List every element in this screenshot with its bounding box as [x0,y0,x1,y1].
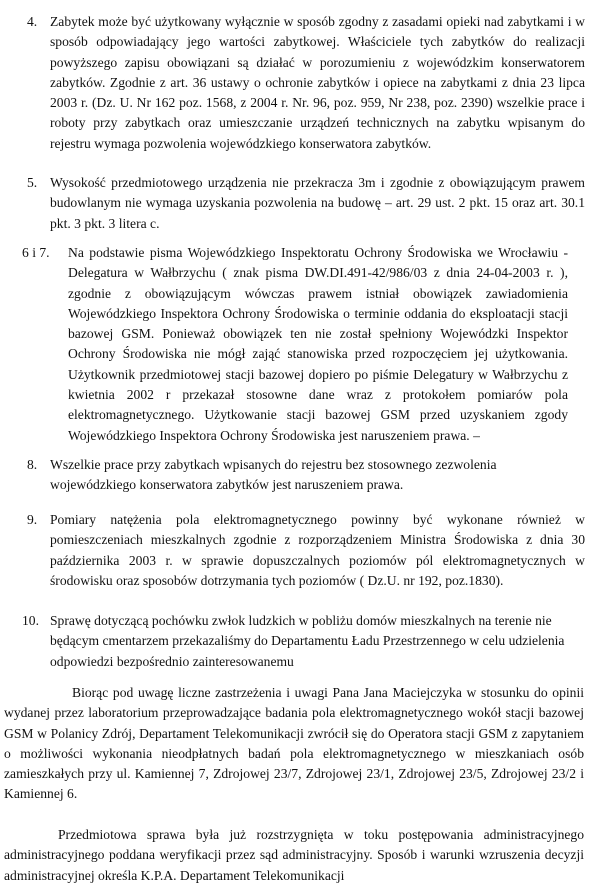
body-paragraph: Przedmiotowa sprawa była już rozstrzygnięta w toku postępowania administracyjnego administracyjnego poddana weryfikacji przez sąd administracyjny. Sposób i warunki wzruszenia decyzji administracyjnej określa K.P.A. Departament Telekomunikacji [4,827,584,883]
list-item-text: Zabytek może być użytkowany wyłącznie w sposób zgodny z zasadami opieki nad zabytkami i w sposób odpowiadający jego wartości zabytkowej. Właściciele tych zabytków do realizacji powyższego zapisu obowiązani są działać w porozumieniu z wojewódzkim konserwatorem zabytków. Zgodnie z art. 36 ustawy o ochronie zabytków i opiece na zabytkami z dnia 23 lipca 2003 r. (Dz. U. Nr 162 poz. 1568, z 2004 r. Nr. 96, poz. 959, Nr 238, poz. 2390) wszelkie prace i roboty przy zabytkach oraz umieszczanie urządzeń technicznych na zabytku wpisanym do rejestru wymaga pozwolenia wojewódzkiego konserwatora zabytków. [50,14,585,151]
list-item-text: Wszelkie prace przy zabytkach wpisanych do rejestru bez stosownego zezwolenia wojewódzkiego konserwatora zabytków jest naruszeniem prawa. [50,457,497,493]
list-item-number: 6 i 7. [22,245,50,260]
list-item-text: Wysokość przedmiotowego urządzenia nie przekracza 3m i zgodnie z obowiązującym prawem budowlanym nie wymaga uzyskania pozwolenia na budowę – art. 29 ust. 2 pkt. 15 oraz art. 30.1 pkt. 3 pkt. 3 litera c. [50,175,585,231]
list-item-text: Na podstawie pisma Wojewódzkiego Inspektoratu Ochrony Środowiska we Wrocławiu - Delegatura w Wałbrzychu ( znak pisma DW.DI.491-42/986/03 z dnia 24-04-2003 r. ), zgodnie z obowiązującym wówczas prawem istniał obowiązek zawiadomienia Wojewódzkiego Inspektora Ochrony Środowiska o terminie oddania do eksploatacji stacji bazowej GSM. Ponieważ obowiązek ten nie został spełniony Wojewódzki Inspektor Ochrony Środowiska nie mógł zająć stanowiska przed rozpoczęciem jej użytkowania. Użytkownik przedmiotowej stacji bazowej dopiero po piśmie Delegatury w Wałbrzychu z kwietnia 2002 r przekazał stosowne dane wraz z protokołem pomiarów pola elektromagnetycznego. Użytkowanie stacji bazowej GSM przed uzyskaniem zgody Wojewódzkiego Inspektora Ochrony Środowiska jest naruszeniem prawa. – [68,245,568,443]
list-item-text: Pomiary natężenia pola elektromagnetycznego powinny być wykonane również w pomieszczeniach mieszkalnych zgodnie z rozporządzeniem Ministra Środowiska z dnia 30 października 2003 r. w sprawie dopuszczalnych poziomów pól elektromagnetycznych w środowisku oraz sposobów dotrzymania tych poziomów ( Dz.U. nr 192, poz.1830). [50,512,585,588]
list-item-number: 10. [22,613,39,628]
list-item-number: 9. [27,512,38,527]
list-item-number: 8. [27,457,38,472]
list-item-number: 5. [27,175,38,190]
list-item-text: Sprawę dotyczącą pochówku zwłok ludzkich w pobliżu domów mieszkalnych na terenie nie będącym cmentarzem przekazaliśmy do Departamentu Ładu Przestrzennego w celu udzielenia odpowiedzi bezpośrednio zainteresowanemu [50,613,565,669]
list-item-number: 4. [27,14,38,29]
body-paragraph: Biorąc pod uwagę liczne zastrzeżenia i uwagi Pana Jana Maciejczyka w stosunku do opinii wydanej przez laboratorium przeprowadzające badania pola elektromagnetycznego wokół stacji bazowej GSM w Polanicy Zdrój, Departament Telekomunikacji zwrócił się do Operatora stacji GSM z zapytaniem o możliwości wykonania nieodpłatnych badań pola elektromagnetycznego w mieszkaniach osób zamieszkałych przy ul. Kamiennej 7, Zdrojowej 23/7, Zdrojowej 23/1, Zdrojowej 23/5, Zdrojowej 23/2 i Kamiennej 6. [4,685,584,802]
